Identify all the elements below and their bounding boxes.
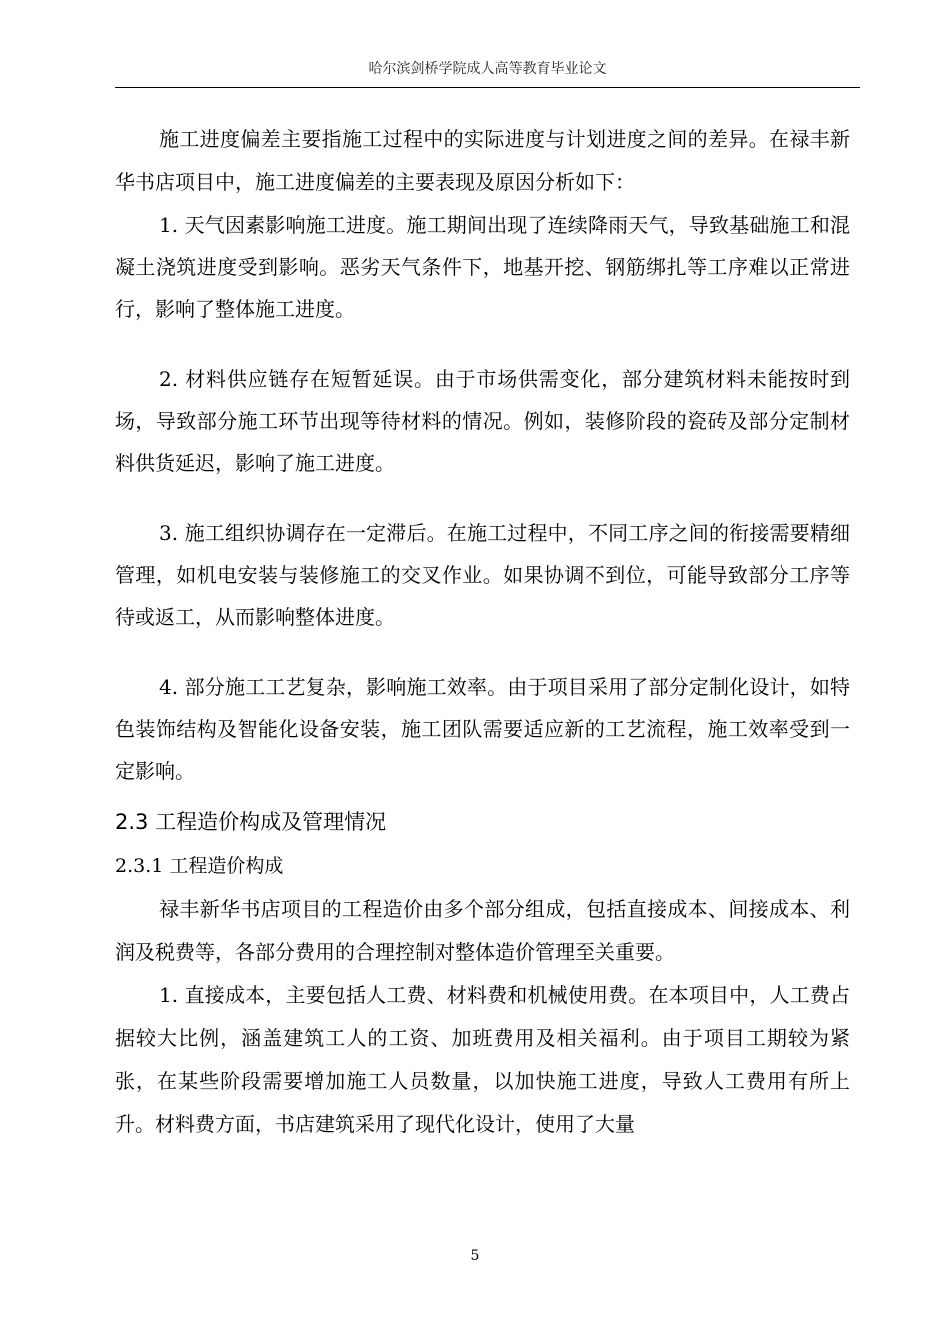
running-header: 哈尔滨剑桥学院成人高等教育毕业论文 [368,61,607,77]
cost-item-1: 1. 直接成本，主要包括人工费、材料费和机械使用费。在本项目中，人工费占据较大比例，涵盖建筑工人的工资、加班费用及相关福利。由于项目工期较为紧张，在某些阶段需要增加施工人员数量，以加快施工进度，导致人工费用有所上升。材料费方面，书店建筑采用了现代化设计，使用了大量 [115,983,850,1136]
deviation-item-4: 4. 部分施工工艺复杂，影响施工效率。由于项目采用了部分定制化设计，如特色装饰结构及智能化设备安装，施工团队需要适应新的工艺流程，施工效率受到一定影响。 [115,675,850,783]
intro-paragraph: 施工进度偏差主要指施工过程中的实际进度与计划进度之间的差异。在禄丰新华书店项目中，施工进度偏差的主要表现及原因分析如下： [115,127,850,194]
cost-intro-paragraph: 禄丰新华书店项目的工程造价由多个部分组成，包括直接成本、间接成本、利润及税费等，各部分费用的合理控制对整体造价管理至关重要。 [115,897,850,964]
document-body [115,118,850,1146]
header-divider [115,87,860,88]
subsection-heading: 2.3.1 工程造价构成 [115,855,284,877]
deviation-item-2: 2. 材料供应链存在短暂延误。由于市场供需变化，部分建筑材料未能按时到场，导致部分施工环节出现等待材料的情况。例如，装修阶段的瓷砖及部分定制材料供货延迟，影响了施工进度。 [115,367,850,475]
page-number: 5 [470,1248,480,1264]
deviation-item-1: 1. 天气因素影响施工进度。施工期间出现了连续降雨天气，导致基础施工和混凝土浇筑进度受到影响。恶劣天气条件下，地基开挖、钢筋绑扎等工序难以正常进行，影响了整体施工进度。 [115,213,850,321]
section-heading: 2.3 工程造价构成及管理情况 [115,810,387,834]
deviation-item-3: 3. 施工组织协调存在一定滞后。在施工过程中，不同工序之间的衔接需要精细管理，如机电安装与装修施工的交叉作业。如果协调不到位，可能导致部分工序等待或返工，从而影响整体进度。 [115,521,850,629]
